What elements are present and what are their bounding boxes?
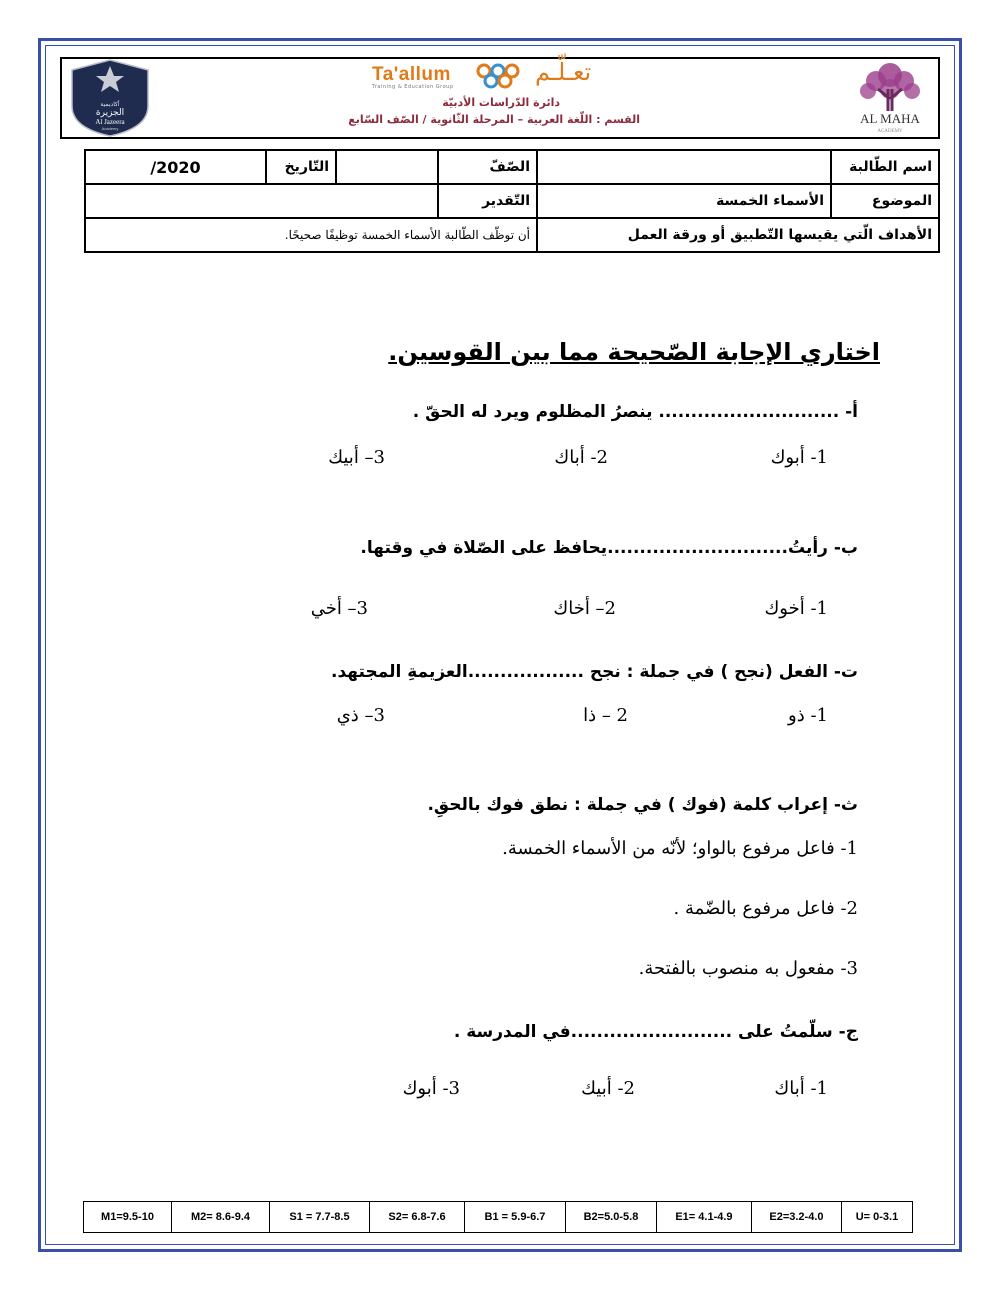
student-info-table bbox=[84, 149, 940, 253]
question-t-option-3[interactable]: 3– ذي bbox=[336, 705, 385, 726]
al-jazeera-logo bbox=[62, 58, 158, 138]
right-logo-line-1: AL MAHA bbox=[860, 111, 920, 126]
grade-scale-cell: M1=9.5-10 bbox=[84, 1202, 172, 1233]
goals-value: أن توظّف الطّالبة الأسماء الخمسة توظيفًا صحيحًا. bbox=[85, 218, 537, 252]
student-name-label: اسم الطّالبة bbox=[831, 150, 939, 184]
grade-field[interactable] bbox=[85, 184, 438, 218]
question-th-option-1[interactable]: 1- فاعل مرفوع بالواو؛ لأنّه من الأسماء الخمسة. bbox=[502, 838, 858, 859]
grade-scale-cell: B1 = 5.9-6.7 bbox=[464, 1202, 565, 1233]
al-maha-logo bbox=[842, 59, 938, 137]
department-name: دائرة الدّراسات الأدبيّة bbox=[442, 96, 560, 109]
brand-knot-icon bbox=[472, 62, 532, 90]
question-b-option-3[interactable]: 3– أخي bbox=[310, 598, 368, 619]
question-j-option-1[interactable]: 1- أباك bbox=[774, 1078, 828, 1099]
left-logo-line-2: الجزيرة bbox=[95, 108, 125, 118]
brand-arabic-text: تعـلّـم bbox=[535, 58, 592, 86]
right-logo-line-2: ACADEMY bbox=[877, 129, 903, 134]
question-j-option-2[interactable]: 2- أبيك bbox=[581, 1078, 635, 1099]
question-b: ب- رأيتُ............................يحافظ على الصّلاة في وقتها. bbox=[360, 538, 858, 558]
goals-label: الأهداف الّتي يقيسها التّطبيق أو ورقة العمل bbox=[537, 218, 939, 252]
left-logo-line-1: أكاديمية bbox=[100, 101, 120, 108]
question-th-option-2[interactable]: 2- فاعل مرفوع بالضّمة . bbox=[673, 898, 858, 919]
question-t: ت- الفعل (نجح ) في جملة : نجح ..................العزيمةِ المجتهد. bbox=[331, 662, 858, 682]
question-a: أ- ............................ ينصرُ المظلوم ويرد له الحقّ . bbox=[412, 402, 858, 422]
grade-scale-cell: U= 0-3.1 bbox=[841, 1202, 912, 1233]
subject-value: الأسماء الخمسة bbox=[537, 184, 831, 218]
class-label: الصّفّ bbox=[438, 150, 537, 184]
subject-label: الموضوع bbox=[831, 184, 939, 218]
grading-scale-table bbox=[83, 1201, 913, 1233]
grade-scale-cell: E2=3.2-4.0 bbox=[751, 1202, 841, 1233]
brand-tagline: Training & Education Group bbox=[372, 84, 454, 90]
brand-latin-text: Ta'allum bbox=[372, 64, 451, 85]
grade-scale-cell: M2= 8.6-9.4 bbox=[172, 1202, 270, 1233]
question-a-option-2[interactable]: 2- أباك bbox=[554, 447, 608, 468]
grade-scale-cell: B2=5.0-5.8 bbox=[565, 1202, 656, 1233]
question-j: ج- سلّمتُ على .........................في المدرسة . bbox=[453, 1022, 858, 1042]
question-th-option-3[interactable]: 3- مفعول به منصوب بالفتحة. bbox=[638, 958, 858, 979]
question-th: ث- إعراب كلمة (فوك ) في جملة : نطق فوك بالحقِ. bbox=[427, 795, 858, 815]
question-a-option-1[interactable]: 1- أبوك bbox=[770, 447, 828, 468]
exercise-title: اختاري الإجابة الصّحيحة مما بين القوسين. bbox=[388, 338, 880, 366]
left-logo-line-4: Academy bbox=[101, 126, 119, 131]
question-t-option-1[interactable]: 1- ذو bbox=[788, 705, 828, 726]
question-t-option-2[interactable]: 2 – ذا bbox=[583, 705, 628, 726]
date-field[interactable]: 2020/ bbox=[85, 150, 266, 184]
question-b-option-1[interactable]: 1- أخوك bbox=[764, 598, 828, 619]
date-label: التّاريخ bbox=[266, 150, 336, 184]
question-b-option-2[interactable]: 2– أخاك bbox=[553, 598, 616, 619]
left-logo-line-3: Al Jazeera bbox=[95, 118, 125, 126]
grade-scale-cell: S1 = 7.7-8.5 bbox=[269, 1202, 369, 1233]
section-line: القسم : اللّغة العربية – المرحلة الثّانوية / الصّف السّابع bbox=[348, 113, 640, 126]
grade-scale-cell: E1= 4.1-4.9 bbox=[656, 1202, 751, 1233]
class-field[interactable] bbox=[336, 150, 438, 184]
grade-label: التّقدير bbox=[438, 184, 537, 218]
question-j-option-3[interactable]: 3- أبوك bbox=[402, 1078, 460, 1099]
student-name-field[interactable] bbox=[537, 150, 831, 184]
question-a-option-3[interactable]: 3– أبيك bbox=[328, 447, 385, 468]
grade-scale-cell: S2= 6.8-7.6 bbox=[369, 1202, 464, 1233]
